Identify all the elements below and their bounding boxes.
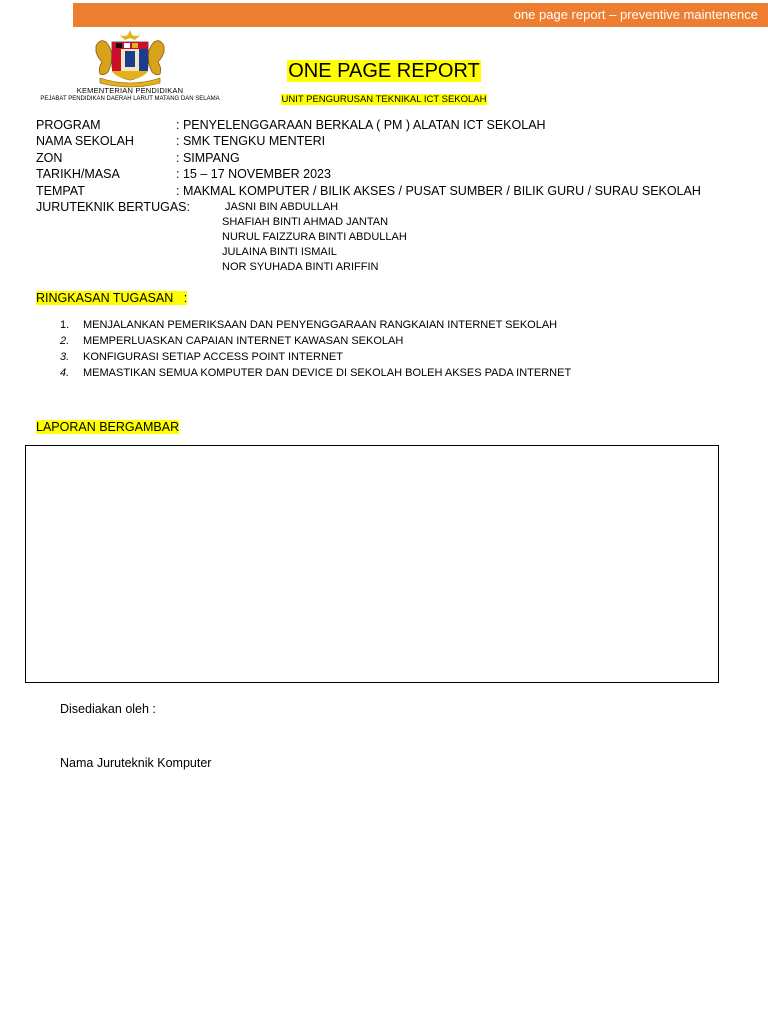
date-label: TARIKH/MASA [36,167,120,182]
technicians-label: JURUTEKNIK BERTUGAS: [36,199,190,214]
report-subtitle-wrap [0,89,768,107]
summary-heading: RINGKASAN TUGASAN : [36,291,188,305]
zone-value: : SIMPANG [176,150,240,165]
task-text: KONFIGURASI SETIAP ACCESS POINT INTERNET [83,351,343,363]
technician-list [222,200,407,275]
task-text: MEMASTIKAN SEMUA KOMPUTER DAN DEVICE DI SEKOLAH BOLEH AKSES PADA INTERNET [83,367,572,379]
list-item [60,349,571,365]
task-list [60,317,571,381]
technician-name: SHAFIAH BINTI AHMAD JANTAN [222,216,389,228]
info-row-program [36,117,701,133]
report-title: ONE PAGE REPORT [288,60,480,82]
technician-name: JULAINA BINTI ISMAIL [222,246,337,258]
photo-heading-wrap [36,420,179,434]
technician-name: NURUL FAIZZURA BINTI ABDULLAH [222,231,407,243]
summary-heading-wrap [36,291,187,305]
report-subtitle: UNIT PENGURUSAN TEKNIKAL ICT SEKOLAH [281,94,487,105]
list-item [60,365,571,381]
date-value: : 15 – 17 NOVEMBER 2023 [176,167,331,182]
task-number: 1. [60,319,70,331]
info-row-zone [36,150,701,166]
task-number: 3. [60,351,70,363]
ministry-line2: PEJABAT PENDIDIKAN DAERAH LARUT MATANG DAN SELAMA [40,96,220,102]
info-row-date [36,166,701,182]
zone-label: ZON [36,150,63,165]
technician-name: JASNI BIN ABDULLAH [225,201,339,213]
photo-report-box [25,445,719,683]
ministry-line1: KEMENTERIAN PENDIDIKAN [76,86,184,95]
list-item [60,333,571,349]
task-number: 2. [60,335,70,347]
info-row-place [36,183,701,199]
list-item [60,317,571,333]
school-value: : SMK TENGKU MENTERI [176,134,326,149]
place-value: : MAKMAL KOMPUTER / BILIK AKSES / PUSAT SUMBER / BILIK GURU / SURAU SEKOLAH [176,183,701,198]
prepared-by-label: Disediakan oleh : [60,702,156,716]
task-text: MENJALANKAN PEMERIKSAAN DAN PENYENGGARAAN RANGKAIAN INTERNET SEKOLAH [83,319,558,331]
report-title-wrap [0,60,768,83]
header-bar [73,3,768,27]
program-label: PROGRAM [36,118,101,132]
task-number: 4. [60,367,70,379]
program-value: : PENYELENGGARAAN BERKALA ( PM ) ALATAN ICT SEKOLAH [176,118,546,132]
info-row-school [36,133,701,149]
technician-name-label: Nama Juruteknik Komputer [60,756,212,770]
school-label: NAMA SEKOLAH [36,134,134,149]
header-bar-text: one page report – preventive maintenence [513,7,758,22]
place-label: TEMPAT [36,183,85,198]
photo-heading: LAPORAN BERGAMBAR [36,420,180,434]
task-text: MEMPERLUASKAN CAPAIAN INTERNET KAWASAN SEKOLAH [83,335,404,347]
technician-name: NOR SYUHADA BINTI ARIFFIN [222,261,379,273]
